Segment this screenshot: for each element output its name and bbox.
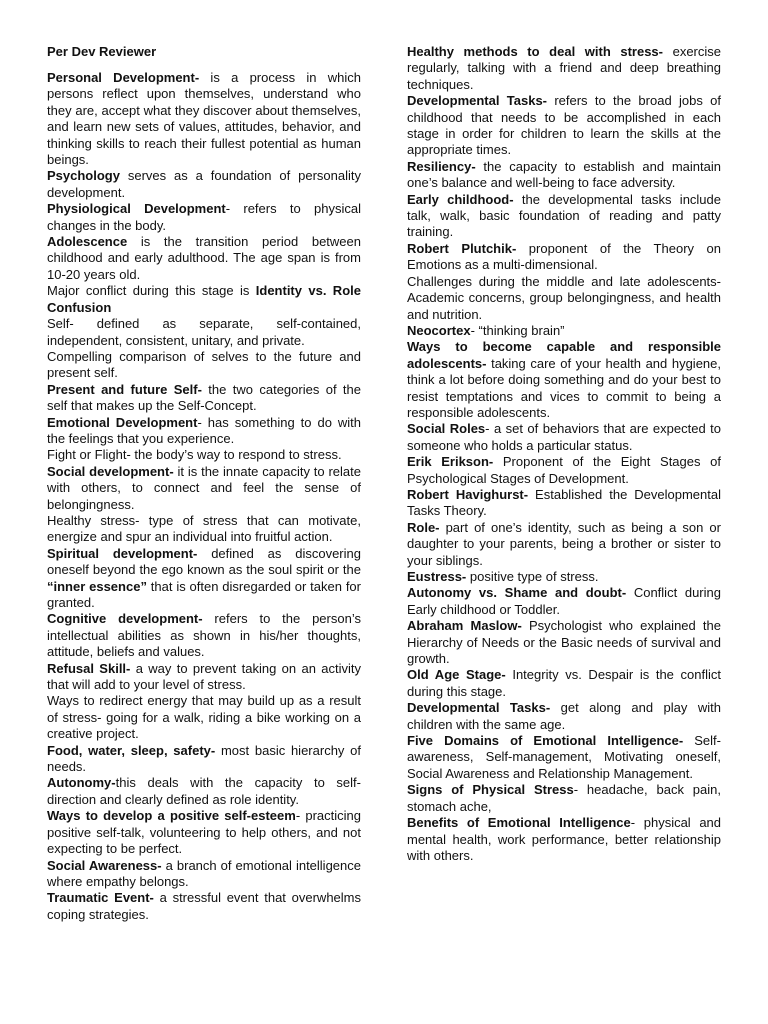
glossary-entry — [47, 513, 361, 546]
entry-definition: Challenges during the middle and late adolescents- Academic concerns, group belongingness, and health and nutrition. — [407, 273, 721, 322]
entry-term: Ways to become capable and responsible adolescents- — [407, 339, 721, 371]
entry-definition: a branch of emotional intelligence where empathy belongs. — [47, 857, 361, 889]
entry-definition: the developmental tasks include talk, walk, basic foundation of reading and patty training. — [407, 191, 722, 240]
entry-definition: most basic hierarchy of needs. — [47, 742, 362, 775]
entry-term: Food, water, sleep, safety- — [47, 742, 216, 758]
glossary-entry — [407, 241, 721, 274]
entry-term: Emotional Development — [47, 414, 198, 430]
entry-term: Cognitive development- — [47, 611, 203, 627]
entry-term: Adolescence — [47, 234, 128, 250]
entry-definition: Conflict during Early childhood or Toddler. — [407, 585, 721, 617]
entry-term: Identity vs. Role Confusion — [47, 283, 361, 315]
entry-definition: is the transition period between childhood and early adulthood. The age span is from 10-20 years old. — [47, 234, 361, 282]
entry-term: Resiliency- — [407, 158, 476, 174]
entry-term: Robert Havighurst- — [407, 486, 529, 502]
entry-term: Spiritual development- — [47, 545, 198, 561]
entry-definition: - physical and mental health, work performance, better relationship with others. — [407, 815, 722, 863]
entry-definition: - has something to do with the feelings that you experience. — [47, 414, 362, 446]
glossary-entry — [47, 808, 361, 857]
glossary-entry — [47, 661, 361, 694]
entry-definition: - headache, back pain, stomach ache, — [407, 782, 721, 814]
entry-definition: is a process in which persons reflect upon themselves, understand who they are, accept what they discover about themselves, and learn new sets of values, attitudes, behavior, and thinking skills to reach their fullest potential as human beings. — [47, 70, 361, 168]
glossary-entry — [47, 693, 361, 742]
glossary-entry — [47, 70, 361, 168]
entry-term: Personal Development- — [47, 70, 200, 85]
glossary-entry — [407, 274, 721, 323]
glossary-entry — [47, 890, 361, 923]
glossary-entry — [407, 487, 721, 520]
glossary-entry — [47, 546, 361, 612]
left-column — [47, 70, 361, 923]
entry-term: Social development- — [47, 463, 174, 479]
entry-term: Abraham Maslow- — [407, 618, 522, 634]
entry-term: Developmental Tasks- — [407, 700, 551, 716]
glossary-entry — [407, 339, 721, 421]
glossary-entry — [47, 447, 361, 463]
entry-definition: part of one’s identity, such as being a son or daughter to your parents, being a brother or sister to your siblings. — [407, 519, 721, 568]
entry-term: Old Age Stage- — [407, 667, 506, 683]
glossary-entry — [47, 858, 361, 891]
glossary-entry — [47, 201, 361, 234]
entry-term: Autonomy- — [47, 775, 116, 791]
entry-term: Role- — [407, 519, 440, 535]
entry-definition: taking care of your health and hygiene, think a lot before doing something and do your best to resist temptations and vices to commit to being a responsible adolescents. — [407, 355, 721, 420]
glossary-entry — [407, 815, 721, 864]
entry-definition: serves as a foundation of personality development. — [47, 168, 361, 200]
glossary-entry — [47, 775, 361, 808]
entry-term: Psychology — [47, 168, 120, 184]
entry-definition: Major conflict during this stage is — [47, 283, 256, 299]
glossary-entry — [407, 421, 721, 454]
entry-term: Benefits of Emotional Intelligence — [407, 815, 631, 831]
glossary-entry — [407, 192, 721, 241]
entry-definition: Compelling comparison of selves to the future and present self. — [47, 348, 361, 381]
entry-term: Eustress- — [407, 569, 467, 584]
entry-definition: exercise regularly, talking with a friend and deep breathing techniques. — [407, 44, 721, 92]
entry-definition: get along and play with children with the same age. — [407, 700, 721, 732]
entry-definition: this deals with the capacity to self-direction and clearly defined as role identity. — [47, 775, 361, 807]
entry-term: Ways to develop a positive self-esteem — [47, 808, 296, 824]
entry-term: Autonomy vs. Shame and doubt- — [407, 585, 627, 601]
glossary-entry — [407, 569, 721, 585]
entry-definition: defined as discovering oneself beyond the ego known as the soul spirit or the — [47, 545, 361, 578]
entry-definition: Fight or Flight- the body’s way to respond to stress. — [47, 447, 342, 463]
glossary-entry — [47, 168, 361, 201]
entry-definition: proponent of the Theory on Emotions as a multi-dimensional. — [407, 240, 721, 273]
entry-term: Present and future Self- — [47, 381, 202, 397]
glossary-entry — [407, 159, 721, 192]
entry-term: Five Domains of Emotional Intelligence- — [407, 733, 684, 749]
entry-term: Robert Plutchik- — [407, 240, 517, 256]
entry-definition: refers to the person’s intellectual abilities as shown in his/her thoughts, attitude, beliefs and values. — [47, 611, 361, 660]
document-title: Per Dev Reviewer — [47, 44, 157, 59]
glossary-entry — [47, 464, 361, 513]
glossary-entry — [47, 382, 361, 415]
glossary-entry — [407, 520, 721, 569]
entry-term: Social Roles — [407, 421, 486, 437]
entry-term: Erik Erikson- — [407, 454, 494, 470]
glossary-entry — [47, 611, 361, 660]
entry-definition: it is the innate capacity to relate with others, to connect and feel the sense of belongingness. — [47, 463, 361, 512]
glossary-entry — [407, 93, 721, 159]
entry-definition: positive type of stress. — [466, 569, 599, 584]
glossary-entry — [407, 733, 721, 782]
entry-term: Neocortex — [407, 322, 471, 338]
entry-definition: Psychologist who explained the Hierarchy of Needs or the Basic needs of survival and growth. — [407, 618, 721, 667]
entry-definition: refers to the broad jobs of childhood that needs to be accomplished in each stage in order for children to learn the skills at the appropriate times. — [407, 93, 721, 158]
entry-definition: Ways to redirect energy that may build up as a result of stress- going for a walk, riding a bike working on a creative project. — [47, 693, 361, 742]
glossary-entry — [407, 667, 721, 700]
glossary-entry — [407, 454, 721, 487]
glossary-entry — [407, 618, 721, 667]
glossary-entry — [47, 415, 361, 448]
glossary-entry — [47, 316, 361, 349]
glossary-entry — [47, 349, 361, 382]
entry-definition: Healthy stress- type of stress that can motivate, energize and spur an individual into fruitful action. — [47, 512, 361, 545]
entry-definition: the capacity to establish and maintain one’s balance and well-being to face adversity. — [407, 158, 721, 191]
entry-term: “inner essence” — [47, 578, 147, 594]
entry-definition: Proponent of the Eight Stages of Psychological Stages of Development. — [407, 454, 721, 486]
glossary-entry — [47, 234, 361, 283]
entry-definition: - a set of behaviors that are expected to someone who holds a particular status. — [407, 421, 721, 453]
glossary-entry — [407, 782, 721, 815]
entry-term: Signs of Physical Stress — [407, 782, 574, 798]
entry-definition: - “thinking brain” — [470, 322, 565, 338]
entry-term: Developmental Tasks- — [407, 93, 548, 109]
right-column — [407, 44, 721, 864]
entry-definition: Integrity vs. Despair is the conflict during this stage. — [407, 667, 721, 699]
entry-definition: that is often disregarded or taken for granted. — [47, 578, 361, 610]
glossary-entry — [407, 585, 721, 618]
entry-definition: Self- defined as separate, self-contained, independent, consistent, unitary, and private. — [47, 316, 361, 348]
glossary-entry — [407, 323, 721, 339]
entry-term: Refusal Skill- — [47, 660, 131, 676]
entry-term: Early childhood- — [407, 191, 514, 207]
entry-term: Social Awareness- — [47, 857, 162, 873]
entry-definition: - refers to physical changes in the body. — [47, 201, 361, 233]
glossary-entry — [47, 283, 361, 316]
entry-term: Healthy methods to deal with stress- — [407, 44, 663, 59]
entry-definition: a stressful event that overwhelms coping strategies. — [47, 890, 361, 922]
entry-definition: - practicing positive self-talk, volunteering to help others, and not expecting to be perfect. — [47, 808, 362, 857]
entry-term: Traumatic Event- — [47, 890, 154, 906]
glossary-entry — [47, 743, 361, 776]
entry-definition: a way to prevent taking on an activity that will add to your level of stress. — [47, 660, 361, 693]
entry-definition: Established the Developmental Tasks Theory. — [407, 486, 721, 519]
glossary-entry — [407, 700, 721, 733]
entry-definition: Self-awareness, Self-management, Motivating oneself, Social Awareness and Relationship Management. — [407, 733, 721, 781]
glossary-entry — [407, 44, 721, 93]
entry-definition: the two categories of the self that makes up the Self-Concept. — [47, 381, 361, 414]
entry-term: Physiological Development — [47, 201, 226, 217]
